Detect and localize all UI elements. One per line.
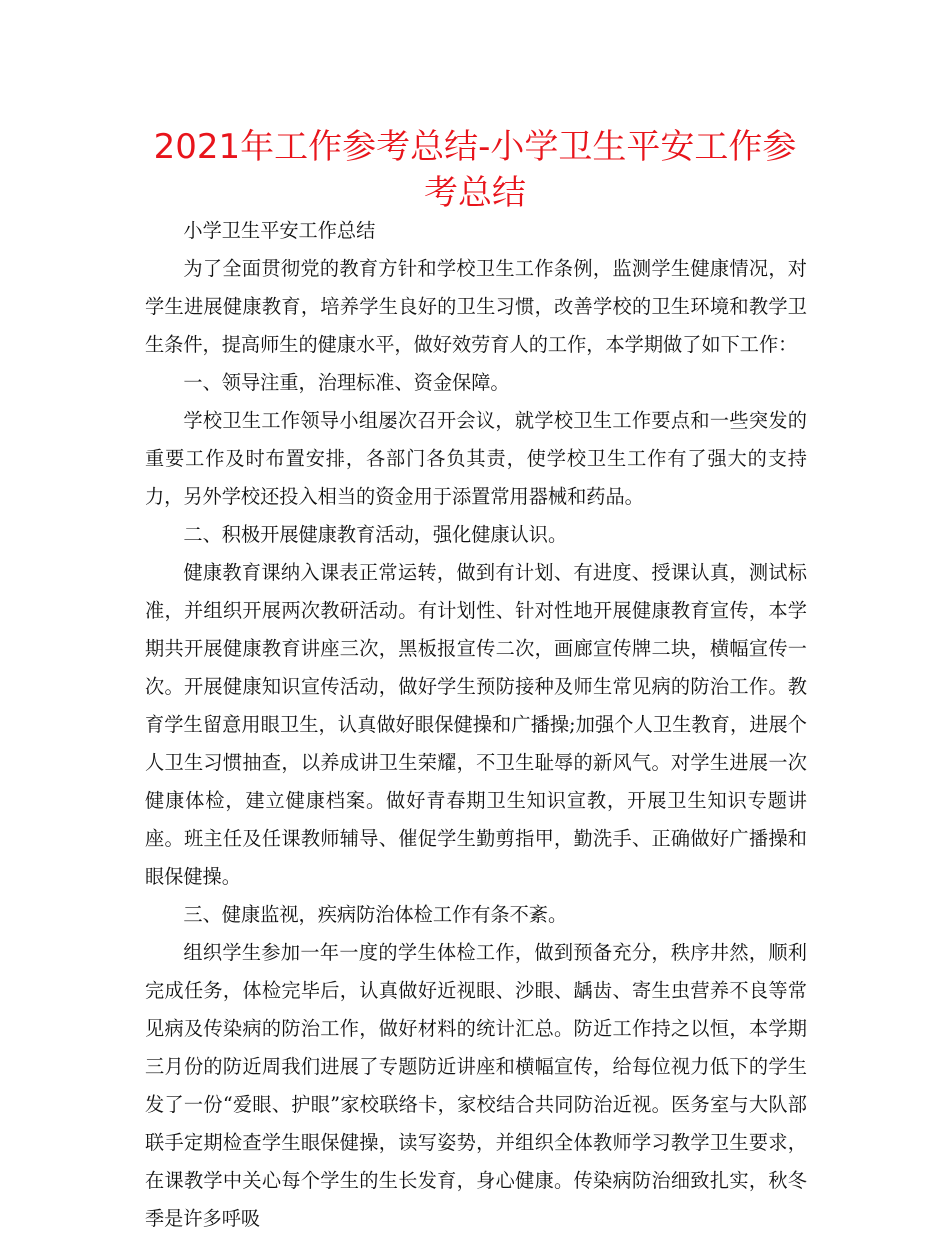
section-heading-3: 三、健康监视，疾病防治体检工作有条不紊。 bbox=[183, 903, 568, 926]
paragraph-section-1: 学校卫生工作领导小组屡次召开会议，就学校卫生工作要点和一些突发的重要工作及时布置安排，各部门各负其责，使学校卫生工作有了强大的支持力，另外学校还投入相当的资金用于添置常用器械和药品。 bbox=[145, 409, 807, 508]
section-heading-2: 二、积极开展健康教育活动，强化健康认识。 bbox=[183, 523, 568, 546]
paragraph-intro: 为了全面贯彻党的教育方针和学校卫生工作条例，监测学生健康情况，对学生进展健康教育，培养学生良好的卫生习惯，改善学校的卫生环境和教学卫生条件，提高师生的健康水平，做好效劳育人的工作，本学期做了如下工作： bbox=[145, 257, 807, 356]
section-heading-1: 一、领导注重，治理标准、资金保障。 bbox=[183, 371, 510, 394]
document-title: 2021年工作参考总结-小学卫生平安工作参考总结 bbox=[153, 127, 797, 213]
paragraph-section-3: 组织学生参加一年一度的学生体检工作，做到预备充分，秩序井然，顺利完成任务，体检完毕后，认真做好近视眼、沙眼、龋齿、寄生虫营养不良等常见病及传染病的防治工作，做好材料的统计汇总。防近工作持之以恒，本学期三月份的防近周我们进展了专题防近讲座和横幅宣传，给每位视力低下的学生发了一份“爱眼、护眼”家校联络卡，家校结合共同防治近视。医务室与大队部联手定期检查学生眼保健操，读写姿势，并组织全体教师学习教学卫生要求，在课教学中关心每个学生的生长发育，身心健康。传染病防治细致扎实，秋冬季是许多呼吸 bbox=[145, 941, 807, 1230]
paragraph-subtitle: 小学卫生平安工作总结 bbox=[183, 219, 376, 242]
paragraph-section-2: 健康教育课纳入课表正常运转，做到有计划、有进度、授课认真，测试标准，并组织开展两次教研活动。有计划性、针对性地开展健康教育宣传，本学期共开展健康教育讲座三次，黑板报宣传二次，画廊宣传牌二块，横幅宣传一次。开展健康知识宣传活动，做好学生预防接种及师生常见病的防治工作。教育学生留意用眼卫生，认真做好眼保健操和广播操;加强个人卫生教育，进展个人卫生习惯抽查，以养成讲卫生荣耀，不卫生耻辱的新风气。对学生进展一次健康体检，建立健康档案。做好青春期卫生知识宣教，开展卫生知识专题讲座。班主任及任课教师辅导、催促学生勤剪指甲，勤洗手、正确做好广播操和眼保健操。 bbox=[145, 561, 807, 888]
document-body bbox=[145, 212, 807, 1238]
